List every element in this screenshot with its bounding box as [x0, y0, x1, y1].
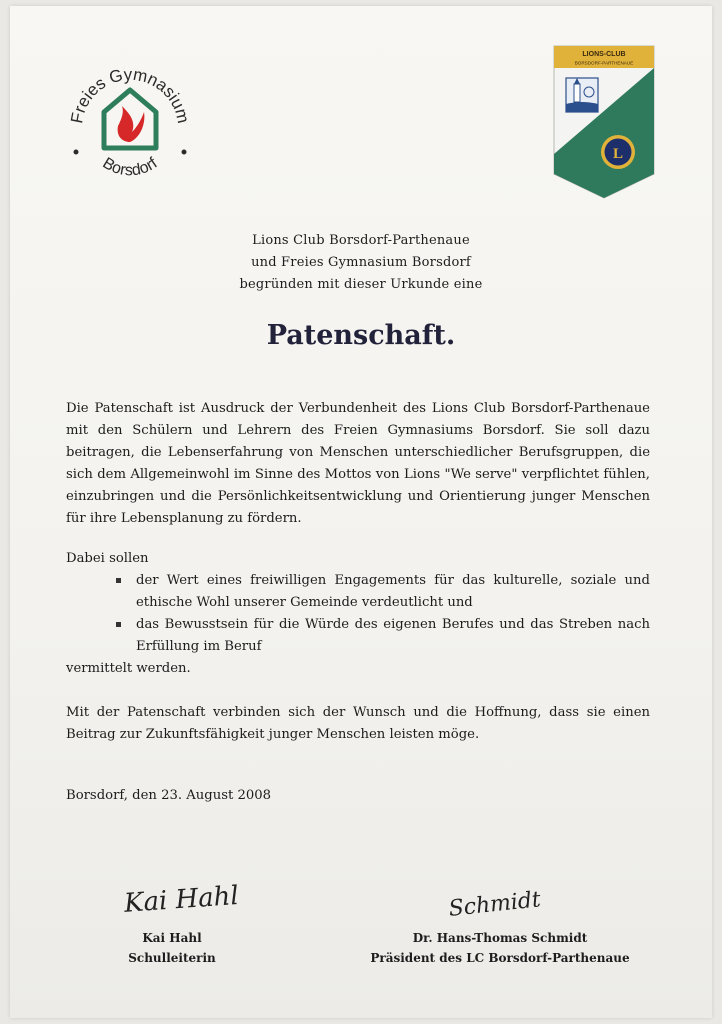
- signer-right-name: Dr. Hans-Thomas Schmidt: [412, 931, 588, 945]
- lions-banner-header: LIONS-CLUB: [582, 51, 626, 58]
- signature-right-text: Schmidt: [447, 887, 542, 922]
- intro-line: Lions Club Borsdorf-Parthenaue: [252, 233, 470, 248]
- town-crest-icon: [566, 78, 598, 112]
- house-flame-icon: [104, 90, 156, 148]
- goals-list: [112, 570, 650, 658]
- list-item: [112, 614, 650, 658]
- place-date: Borsdorf, den 23. August 2008: [66, 788, 272, 803]
- signer-left: [104, 928, 240, 968]
- school-logo-text-bottom: Borsdorf: [99, 154, 161, 180]
- list-item-text: das Bewusstsein für die Würde des eigenen Berufes und das Streben nach Erfüllung im Beruf: [136, 617, 650, 654]
- lions-banner-subheader: BORSDORF-PARTHENAUE: [574, 60, 634, 66]
- list-outro: vermittelt werden.: [66, 661, 191, 676]
- school-logo: [62, 56, 198, 192]
- signer-left-role: Schulleiterin: [128, 951, 216, 965]
- list-item-text: der Wert eines freiwilligen Engagements für das kulturelle, soziale und ethische Wohl unserer Gemeinde verdeutlicht und: [136, 573, 650, 610]
- signer-right-role: Präsident des LC Borsdorf-Parthenaue: [370, 951, 630, 965]
- signature-left: [120, 870, 260, 922]
- intro-block: [0, 230, 722, 296]
- signature-right: [446, 850, 542, 930]
- list-intro: Dabei sollen: [66, 551, 149, 566]
- intro-line: begründen mit dieser Urkunde eine: [239, 277, 483, 292]
- body-paragraph-1: Die Patenschaft ist Ausdruck der Verbundenheit des Lions Club Borsdorf-Parthenaue mit den Schülern und Lehrern des Freien Gymnasiums Borsdorf. Sie soll dazu beitragen, die Lebenserfahrung von Menschen unterschiedlicher Berufsgruppen, die sich dem Allgemeinwohl im Sinne des Mottos von Lions "We serve" verpflichtet fühlen, einzubringen und die Persönlichkeitsentwicklung und Orientierung junger Menschen für ihre Lebensplanung zu fördern.: [66, 401, 650, 526]
- lions-emblem-icon: [601, 135, 635, 169]
- signer-left-name: Kai Hahl: [142, 931, 202, 945]
- intro-line: und Freies Gymnasium Borsdorf: [251, 255, 471, 270]
- list-item: [112, 570, 650, 614]
- certificate-title: Patenschaft.: [266, 320, 456, 351]
- signer-right: [360, 928, 640, 968]
- lions-emblem-text: LIONS: [611, 140, 625, 145]
- school-logo-text-top: Freies Gymnasium: [67, 64, 193, 125]
- lions-club-banner: [552, 42, 656, 202]
- bullet-icon: [116, 622, 121, 627]
- bullet-icon: [116, 578, 121, 583]
- body-paragraph-2: Mit der Patenschaft verbinden sich der Wunsch und die Hoffnung, dass sie einen Beitrag zur Zukunftsfähigkeit junger Menschen leisten möge.: [66, 705, 650, 742]
- lions-emblem-letter: L: [612, 146, 624, 162]
- signature-left-text: Kai Hahl: [123, 880, 240, 919]
